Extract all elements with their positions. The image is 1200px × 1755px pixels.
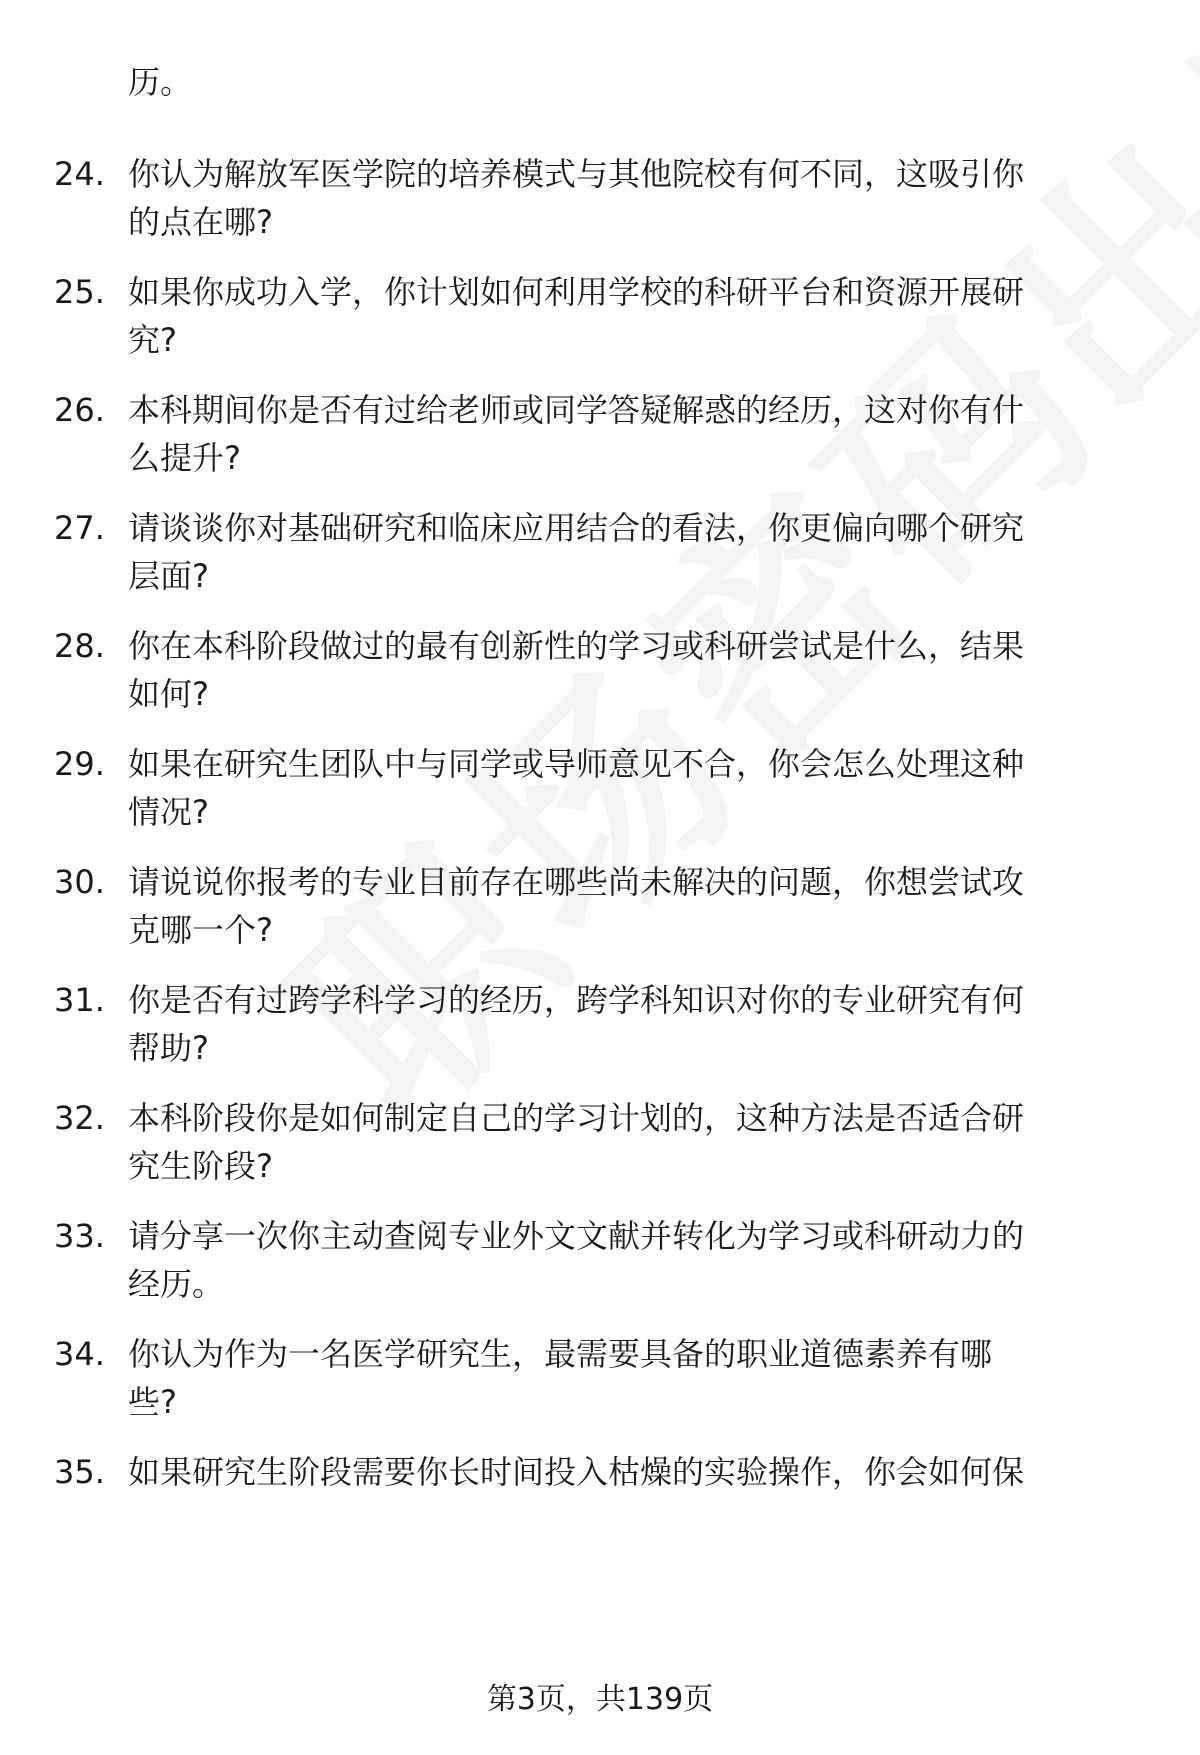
list-item [0,386,1200,496]
list-item [0,504,1200,614]
item-number: 28. [54,627,105,665]
item-text [128,1448,1138,1496]
item-number: 33. [54,1217,105,1255]
item-number: 35. [54,1453,105,1491]
item-line: 你认为作为一名医学研究生，最需要具备的职业道德素养有哪 [128,1335,993,1373]
item-line: 克哪一个? [128,911,273,949]
item-number: 31. [54,981,105,1019]
item-number: 27. [54,509,105,547]
item-number: 29. [54,745,105,783]
item-text [128,1330,1138,1426]
item-number: 30. [54,863,105,901]
item-line: 层面? [128,557,209,595]
item-text [128,976,1138,1072]
item-text [128,740,1138,836]
item-text [128,386,1138,482]
list-item [0,622,1200,732]
continuation-text: 历。 [128,63,193,101]
list-item [0,1330,1200,1440]
item-number: 26. [54,391,105,429]
list-item [0,1212,1200,1322]
item-line: 本科期间你是否有过给老师或同学答疑解惑的经历，这对你有什 [128,391,1025,429]
list-item [0,268,1200,378]
item-line: 你是否有过跨学科学习的经历，跨学科知识对你的专业研究有何 [128,981,1025,1019]
item-line: 本科阶段你是如何制定自己的学习计划的，这种方法是否适合研 [128,1099,1025,1137]
item-line: 请谈谈你对基础研究和临床应用结合的看法，你更偏向哪个研究 [128,509,1025,547]
item-text [128,268,1138,364]
item-line: 帮助? [128,1029,209,1067]
item-number: 34. [54,1335,105,1373]
item-text [128,150,1138,246]
list-item [0,150,1200,260]
item-line: 么提升? [128,439,241,477]
item-line: 你认为解放军医学院的培养模式与其他院校有何不同，这吸引你 [128,155,1025,193]
list-item [0,740,1200,850]
item-line: 请说说你报考的专业目前存在哪些尚未解决的问题，你想尝试攻 [128,863,1025,901]
item-number: 25. [54,273,105,311]
item-line: 情况? [128,793,209,831]
item-text [128,622,1138,718]
list-item [0,858,1200,968]
item-line: 如何? [128,675,209,713]
list-item [0,1448,1200,1558]
item-line: 究生阶段? [128,1147,273,1185]
item-text [128,504,1138,600]
item-number: 32. [54,1099,105,1137]
item-line: 经历。 [128,1265,225,1303]
item-text [128,858,1138,954]
item-line: 如果你成功入学，你计划如何利用学校的科研平台和资源开展研 [128,273,1025,311]
item-line: 你在本科阶段做过的最有创新性的学习或科研尝试是什么，结果 [128,627,1025,665]
list-item [0,1094,1200,1204]
item-line: 究? [128,321,177,359]
item-line: 如果研究生阶段需要你长时间投入枯燥的实验操作，你会如何保 [128,1453,1025,1491]
item-line: 的点在哪? [128,203,273,241]
item-line: 如果在研究生团队中与同学或导师意见不合，你会怎么处理这种 [128,745,1025,783]
item-line: 些? [128,1383,177,1421]
item-text [128,1094,1138,1190]
page-footer: 第3页，共139页 [486,1682,714,1717]
item-text [128,1212,1138,1308]
list-item [0,976,1200,1086]
item-line: 请分享一次你主动查阅专业外文文献并转化为学习或科研动力的 [128,1217,1025,1255]
item-number: 24. [54,155,105,193]
